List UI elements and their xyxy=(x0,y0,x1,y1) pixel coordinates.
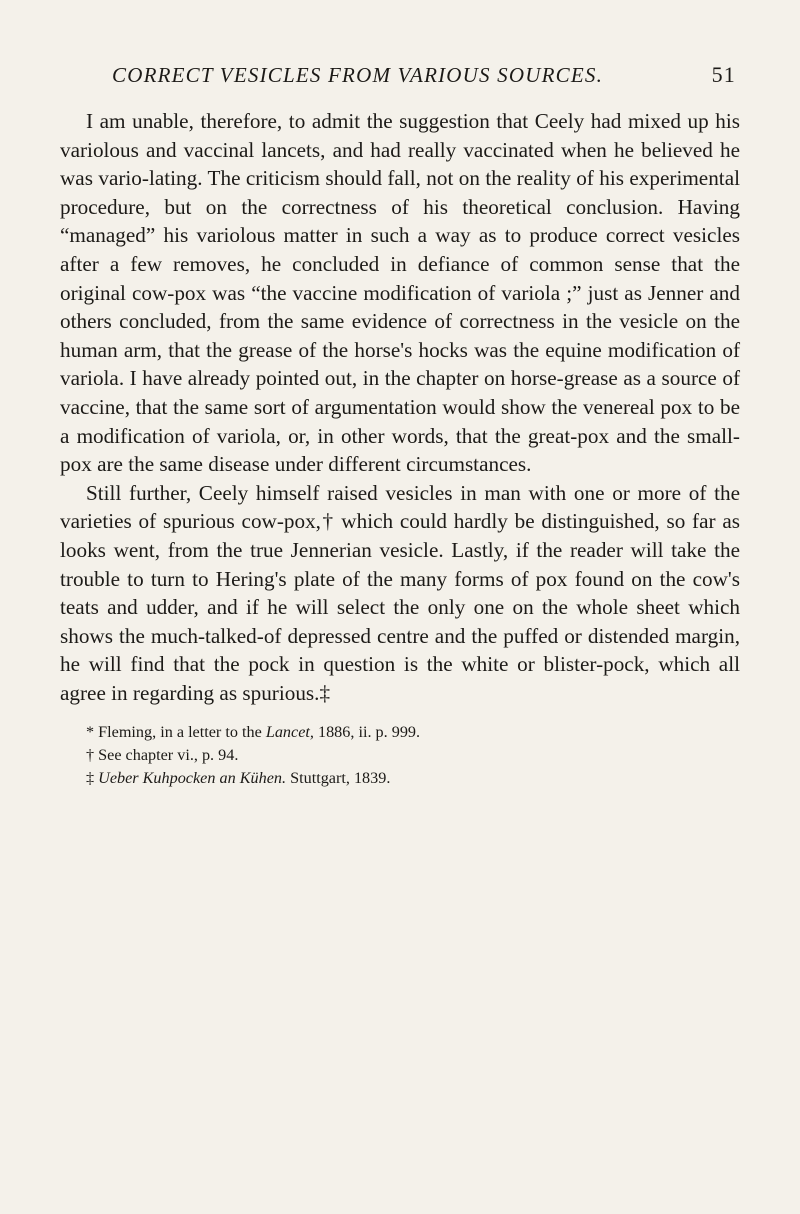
body-text xyxy=(60,107,740,707)
page-number: 51 xyxy=(711,62,736,87)
footnote-mark: † xyxy=(86,746,95,765)
running-head-title: CORRECT VESICLES FROM VARIOUS SOURCES. xyxy=(112,63,604,87)
footnote-text: See chapter vi., p. 94. xyxy=(98,746,239,765)
footnote xyxy=(86,767,740,790)
footnote xyxy=(86,721,740,744)
footnote-text: Stuttgart, 1839. xyxy=(286,769,391,788)
footnote-mark: ‡ xyxy=(86,769,95,788)
footnote xyxy=(86,744,740,767)
footnotes xyxy=(86,721,740,790)
footnote-text: 1886, ii. p. 999. xyxy=(313,723,421,742)
book-page xyxy=(60,62,740,790)
footnote-text: Fleming, in a letter to the xyxy=(98,723,266,742)
running-head xyxy=(112,62,736,92)
footnote-italic: Lancet, xyxy=(265,723,314,742)
paragraph: Still further, Ceely himself raised vesicles in man with one or more of the varieties of spurious cow-pox,† which could hardly be distinguished, so far as looks went, from the true Jennerian vesicle. Lastly, if the reader will take the trouble to turn to Hering's plate of the many forms of pox found on the cow's teats and udder, and if he will select the only one on the whole sheet which shows the much-talked-of depressed centre and the puffed or distended margin, he will find that the pock in question is the white or blister-pock, which all agree in regarding as spurious.‡ xyxy=(60,480,740,705)
paragraph: I am unable, therefore, to admit the suggestion that Ceely had mixed up his variolous and vaccinal lancets, and had really vaccinated when he believed he was vario-lating. The criticism should fall, not on the reality of his experimental procedure, but on the correctness of his theoretical conclusion. Having “managed” his variolous matter in such a way as to produce correct vesicles after a few removes, he concluded in defiance of common sense that the original cow-pox was “the vaccine modification of variola ;” just as Jenner and others concluded, from the same evidence of correctness in the vesicle on the human arm, that the grease of the horse's hocks was the equine modification of variola. I have already pointed out, in the chapter on horse-grease as a source of vaccine, that the same sort of argumentation would show the venereal pox to be a modification of variola, or, in other words, that the great-pox and the small-pox are the same disease under different circumstances. xyxy=(60,109,740,477)
footnote-mark: * xyxy=(86,723,95,742)
footnote-italic: Ueber Kuhpocken an Kühen. xyxy=(98,769,287,788)
